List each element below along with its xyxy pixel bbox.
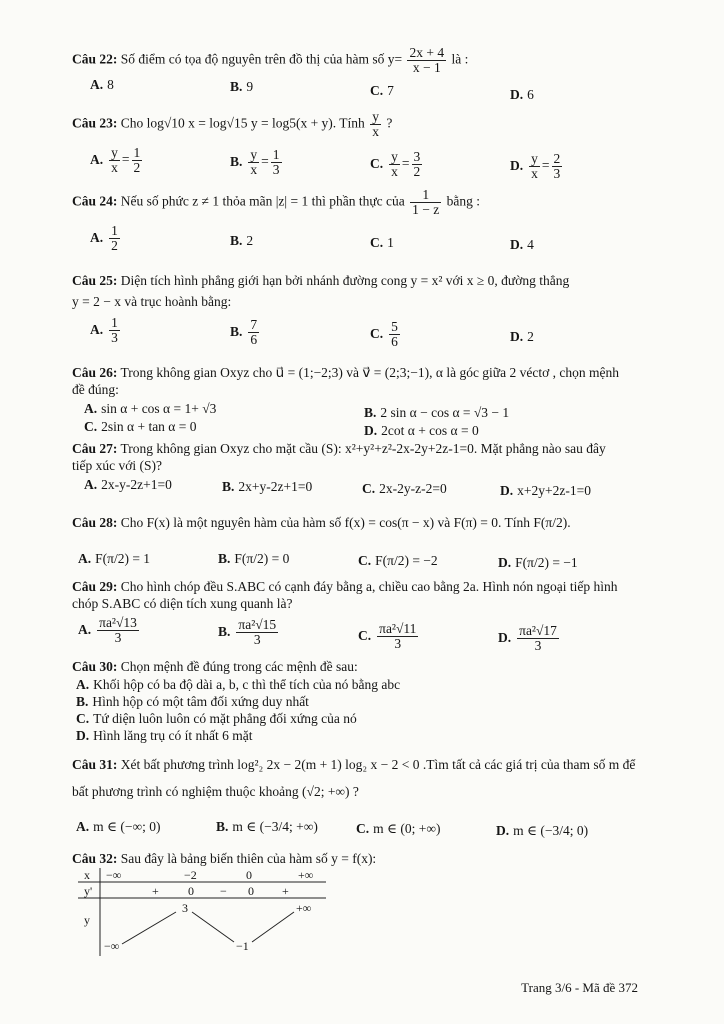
- option-label: A.: [84, 401, 98, 416]
- option-value: 2cot α + cos α = 0: [381, 423, 479, 438]
- question-28: [72, 514, 654, 531]
- denominator: 6: [250, 332, 258, 347]
- option-value: 7: [387, 83, 394, 98]
- option-b[interactable]: [218, 550, 289, 567]
- option-value: x+2y+2z-1=0: [517, 483, 591, 498]
- option-label: B.: [230, 323, 243, 339]
- option-label: D.: [510, 157, 524, 173]
- derivative-sign: −: [220, 884, 227, 898]
- numerator: y: [250, 147, 258, 162]
- question-tail: ?: [386, 115, 393, 131]
- option-value: 2x-2y-z-2=0: [379, 481, 447, 496]
- denominator: 3: [253, 632, 261, 647]
- option-value: m ∈ (−∞; 0): [93, 819, 161, 834]
- fraction: [370, 110, 381, 139]
- question-line-2: bất phương trình có nghiệm thuộc khoảng (√2; +∞) ?: [72, 784, 359, 799]
- x-label: x: [84, 868, 90, 882]
- question-text: Nếu số phức z ≠ 1 thỏa mãn |z| = 1 thì phần thực của: [120, 193, 405, 209]
- option-d[interactable]: [496, 822, 588, 839]
- decreasing-arrow: [192, 912, 234, 942]
- derivative-sign: +: [152, 884, 159, 898]
- function-value: −1: [236, 939, 249, 953]
- option-value: F(π/2) = −2: [375, 553, 438, 568]
- numerator: 3: [413, 149, 421, 164]
- option-label: A.: [78, 621, 92, 637]
- derivative-label: y': [84, 884, 93, 898]
- numerator: 1: [111, 223, 118, 238]
- question-line-2: chóp S.ABC có diện tích xung quanh là?: [72, 596, 293, 611]
- option-a[interactable]: [84, 400, 216, 417]
- option-c[interactable]: [358, 552, 438, 569]
- option-c[interactable]: C. $\frac{y}{x}$ = $\frac{3}{2}$: [370, 149, 421, 179]
- function-value: −∞: [104, 939, 120, 953]
- option-label: C.: [356, 821, 370, 836]
- question-text: Chọn mệnh đề đúng trong các mệnh đề sau:: [120, 659, 358, 674]
- option-d[interactable]: [510, 328, 534, 345]
- option-label: B.: [218, 623, 231, 639]
- question-32: [72, 850, 654, 867]
- question-30: [72, 658, 654, 675]
- option-label: A.: [76, 677, 90, 692]
- function-value: 3: [182, 901, 188, 915]
- option-a[interactable]: [84, 476, 172, 493]
- option-label: D.: [510, 237, 524, 252]
- question-26: [72, 364, 654, 398]
- denominator: 2: [413, 164, 421, 179]
- question-label: Câu 32:: [72, 851, 118, 866]
- option-label: D.: [364, 423, 378, 438]
- option-label: C.: [84, 419, 98, 434]
- question-label: Câu 23:: [72, 115, 118, 131]
- option-d[interactable]: [510, 86, 534, 103]
- option-label: D.: [510, 87, 524, 102]
- option-c[interactable]: [358, 622, 420, 651]
- fraction: [248, 318, 259, 347]
- option-label: B.: [218, 551, 231, 566]
- numerator: y: [391, 149, 398, 164]
- option-value: Khối hộp có ba độ dài a, b, c thì thể tích của nó bằng abc: [93, 677, 401, 692]
- derivative-value: 0: [248, 884, 254, 898]
- numerator: 5: [391, 319, 398, 334]
- numerator: 1: [111, 315, 118, 330]
- question-label: Câu 24:: [72, 193, 118, 209]
- option-label: B.: [76, 694, 89, 709]
- option-a[interactable]: [90, 224, 122, 253]
- option-value: 2x-y-2z+1=0: [101, 477, 172, 492]
- question-25: [72, 272, 654, 310]
- fraction: [529, 152, 540, 181]
- option-b[interactable]: [230, 318, 261, 347]
- option-b[interactable]: [230, 78, 253, 95]
- fraction: [97, 616, 139, 645]
- option-value: 4: [527, 237, 534, 252]
- denominator: 2: [111, 238, 118, 253]
- denominator: 6: [391, 334, 398, 349]
- derivative-sign: +: [282, 884, 289, 898]
- option-a[interactable]: [90, 76, 114, 93]
- function-label: y: [84, 913, 90, 927]
- numerator: y: [111, 145, 118, 160]
- numerator: y: [531, 151, 538, 166]
- fraction: [389, 150, 400, 179]
- option-c[interactable]: [362, 480, 447, 497]
- denominator: x: [531, 166, 538, 181]
- option-value: 2 sin α − cos α = √3 − 1: [380, 405, 510, 420]
- option-d[interactable]: [76, 727, 252, 744]
- denominator: 2: [133, 160, 141, 175]
- question-text: Cho log√10 x = log√15 y = log5(x + y). Tính: [120, 115, 365, 131]
- x-value: −2: [184, 868, 197, 882]
- option-value: Tứ diện luôn luôn có mặt phẳng đối xứng của nó: [93, 711, 357, 726]
- x-value: 0: [246, 868, 252, 882]
- function-value: +∞: [296, 901, 312, 915]
- option-a[interactable]: [76, 676, 400, 693]
- option-value: F(π/2) = 0: [234, 551, 290, 566]
- option-c[interactable]: [84, 418, 197, 435]
- option-label: A.: [78, 551, 92, 566]
- option-a[interactable]: [78, 550, 150, 567]
- option-label: C.: [370, 83, 384, 98]
- fraction: [552, 152, 563, 181]
- option-c[interactable]: [370, 82, 394, 99]
- option-value: 6: [527, 87, 534, 102]
- option-b[interactable]: B. $\frac{y}{x}$ = $\frac{1}{3}$: [230, 147, 280, 177]
- question-22: [72, 46, 654, 75]
- question-line-1: Xét bất phương trình log²₂ 2x − 2(m + 1) log₂ x − 2 < 0 .Tìm tất cả các giá trị của tham số m để: [120, 757, 636, 772]
- option-label: A.: [84, 477, 98, 492]
- option-value: m ∈ (−3/4; 0): [513, 823, 589, 838]
- option-label: C.: [370, 325, 384, 341]
- option-a[interactable]: [76, 818, 160, 835]
- question-tail: là :: [451, 51, 469, 67]
- option-d[interactable]: [500, 482, 591, 499]
- option-a[interactable]: [90, 316, 122, 345]
- question-23: [72, 110, 654, 139]
- question-label: Câu 25:: [72, 273, 118, 288]
- option-d[interactable]: D. $\frac{y}{x}$ = $\frac{2}{3}$: [510, 151, 561, 181]
- option-value: 2: [246, 233, 254, 248]
- option-label: D.: [496, 823, 510, 838]
- fraction: [410, 188, 441, 217]
- option-label: C.: [358, 553, 372, 568]
- option-b[interactable]: [230, 232, 253, 249]
- denominator: 3: [272, 162, 280, 177]
- option-value: Hình hộp có một tâm đối xứng duy nhất: [92, 694, 309, 709]
- option-value: 2: [527, 329, 534, 344]
- option-c[interactable]: [370, 234, 394, 251]
- numerator: πa²√13: [99, 615, 137, 630]
- numerator: 7: [250, 317, 258, 332]
- option-label: B.: [364, 405, 377, 420]
- fraction: [109, 224, 120, 253]
- numerator: 1: [133, 145, 141, 160]
- question-line-2: đề đúng:: [72, 382, 119, 397]
- question-label: Câu 29:: [72, 579, 118, 594]
- numerator: 2: [553, 151, 561, 166]
- question-text: Số điểm có tọa độ nguyên trên đồ thị của hàm số y=: [120, 51, 403, 67]
- numerator: πa²√15: [238, 617, 277, 632]
- option-label: B.: [230, 233, 243, 248]
- numerator: y: [372, 109, 379, 124]
- denominator: x: [111, 160, 118, 175]
- increasing-arrow: [252, 912, 294, 942]
- fraction: [109, 316, 120, 345]
- page-footer: Trang 3/6 - Mã đề 372: [521, 980, 638, 995]
- question-tail: bằng :: [446, 193, 480, 209]
- x-value: −∞: [106, 868, 122, 882]
- option-label: B.: [216, 819, 229, 834]
- fraction: [412, 150, 423, 179]
- derivative-value: 0: [188, 884, 194, 898]
- question-label: Câu 31:: [72, 757, 118, 772]
- numerator: 2x + 4: [409, 45, 445, 60]
- fraction: [271, 148, 282, 177]
- x-value: +∞: [298, 868, 314, 882]
- numerator: πa²√17: [519, 623, 557, 638]
- option-b[interactable]: [364, 404, 509, 421]
- question-31: [72, 756, 654, 800]
- denominator: 3: [111, 330, 118, 345]
- option-value: m ∈ (0; +∞): [373, 821, 441, 836]
- option-value: Hình lăng trụ có ít nhất 6 mặt: [93, 728, 253, 743]
- option-label: D.: [498, 629, 512, 645]
- question-line-1: Diện tích hình phẳng giới hạn bởi nhánh đường cong y = x² với x ≥ 0, đường thẳng: [120, 273, 570, 288]
- fraction: [248, 148, 259, 177]
- question-label: Câu 26:: [72, 365, 118, 380]
- option-d[interactable]: [498, 554, 578, 571]
- question-label: Câu 27:: [72, 441, 118, 456]
- option-c[interactable]: [370, 320, 402, 349]
- option-c[interactable]: [356, 820, 440, 837]
- numerator: 1: [272, 147, 280, 162]
- increasing-arrow: [122, 912, 176, 944]
- fraction: [517, 624, 559, 653]
- question-label: Câu 28:: [72, 515, 118, 530]
- numerator: 1: [410, 188, 441, 203]
- option-value: m ∈ (−3/4; +∞): [232, 819, 318, 834]
- denominator: x: [250, 162, 258, 177]
- denominator: x − 1: [412, 60, 441, 75]
- numerator: πa²√11: [379, 621, 417, 636]
- option-label: B.: [230, 153, 243, 169]
- option-b[interactable]: [76, 693, 309, 710]
- option-label: C.: [362, 481, 376, 496]
- option-label: D.: [498, 555, 512, 570]
- question-24: [72, 188, 654, 217]
- question-label: Câu 22:: [72, 51, 118, 67]
- fraction: [236, 618, 278, 647]
- option-b[interactable]: [216, 818, 318, 835]
- option-a[interactable]: [78, 616, 141, 645]
- option-d[interactable]: [510, 236, 534, 253]
- option-label: A.: [90, 151, 104, 167]
- fraction: [389, 320, 400, 349]
- option-label: C.: [358, 627, 372, 643]
- question-27: [72, 440, 654, 474]
- question-text: Cho F(x) là một nguyên hàm của hàm số f(x) = cos(π − x) và F(π) = 0. Tính F(π/2).: [120, 515, 571, 530]
- option-label: C.: [370, 155, 384, 171]
- fraction: [407, 46, 446, 75]
- question-line-2: tiếp xúc với (S)?: [72, 458, 162, 473]
- fraction: [132, 146, 143, 175]
- denominator: x: [372, 124, 379, 139]
- option-value: sin α + cos α = 1+ √3: [101, 401, 217, 416]
- option-value: F(π/2) = 1: [95, 551, 151, 566]
- question-label: Câu 30:: [72, 659, 118, 674]
- question-line-2: y = 2 − x và trục hoành bằng:: [72, 294, 232, 309]
- fraction: [109, 146, 120, 175]
- denominator: 3: [114, 630, 122, 645]
- option-value: 9: [246, 79, 254, 94]
- option-a[interactable]: A. $\frac{y}{x}$ = $\frac{1}{2}$: [90, 145, 141, 175]
- denominator: 3: [394, 636, 402, 651]
- denominator: 3: [553, 166, 561, 181]
- question-text: Sau đây là bảng biến thiên của hàm số y = f(x):: [120, 851, 377, 866]
- option-label: A.: [76, 819, 90, 834]
- option-value: 1: [387, 235, 394, 250]
- option-value: 8: [107, 77, 114, 92]
- denominator: x: [391, 164, 398, 179]
- option-label: C.: [370, 235, 384, 250]
- question-line-1: Cho hình chóp đều S.ABC có cạnh đáy bằng a, chiều cao bằng 2a. Hình nón ngoại tiếp hình: [120, 579, 618, 594]
- option-label: B.: [222, 479, 235, 494]
- option-label: B.: [230, 79, 243, 94]
- variation-table: [76, 868, 336, 958]
- option-d[interactable]: [498, 624, 561, 653]
- option-b[interactable]: [222, 478, 312, 495]
- option-label: D.: [76, 728, 90, 743]
- option-value: F(π/2) = −1: [515, 555, 578, 570]
- question-line-1: Trong không gian Oxyz cho mặt cầu (S): x²+y²+z²-2x-2y+2z-1=0. Mặt phẳng nào sau đây: [120, 441, 606, 456]
- fraction: [377, 622, 418, 651]
- option-value: 2sin α + tan α = 0: [101, 419, 197, 434]
- question-29: [72, 578, 654, 612]
- option-label: D.: [510, 329, 524, 344]
- option-c[interactable]: [76, 710, 357, 727]
- denominator: 3: [534, 638, 542, 653]
- option-label: C.: [76, 711, 90, 726]
- option-label: A.: [90, 229, 104, 245]
- question-line-1: Trong không gian Oxyz cho u⃗ = (1;−2;3) và v⃗ = (2;3;−1), α là góc giữa 2 véctơ , chọn mệnh: [120, 365, 619, 380]
- option-label: D.: [500, 483, 514, 498]
- option-value: 2x+y-2z+1=0: [238, 479, 313, 494]
- option-b[interactable]: [218, 618, 280, 647]
- option-label: A.: [90, 77, 104, 92]
- option-label: A.: [90, 321, 104, 337]
- denominator: 1 − z: [412, 202, 440, 217]
- option-d[interactable]: [364, 422, 479, 439]
